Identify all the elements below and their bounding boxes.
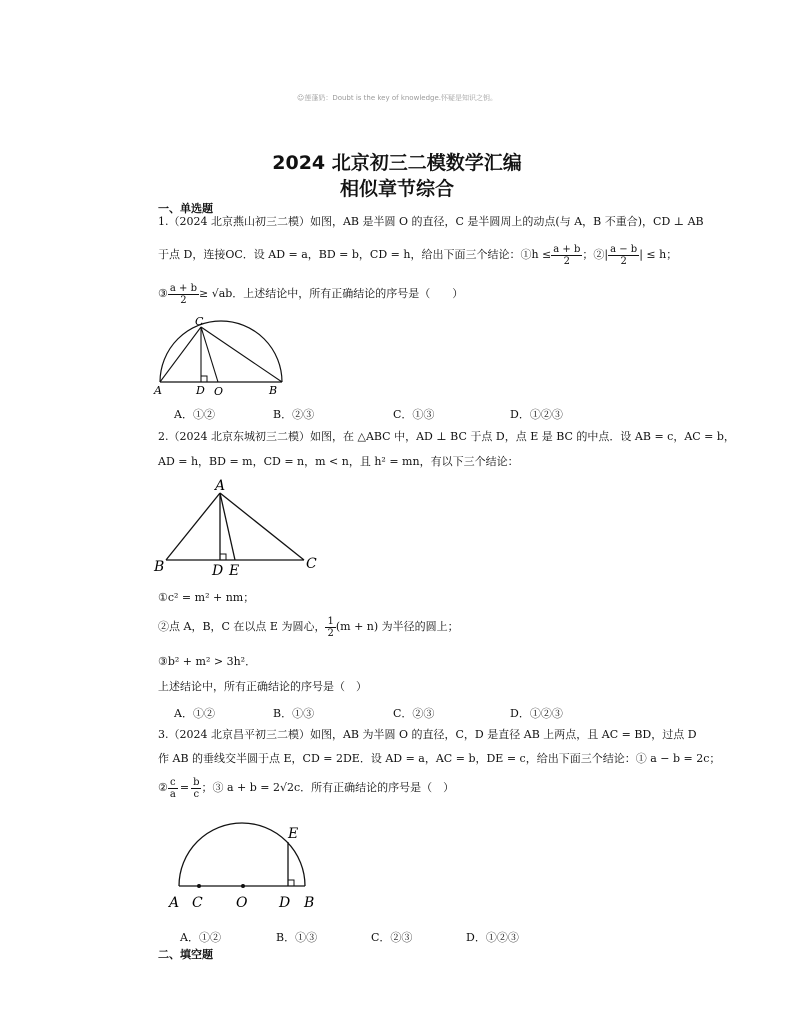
- q3-label-c: C: [192, 895, 203, 911]
- q1-frac2-denominator: 2: [620, 255, 627, 267]
- q3-label-d: D: [279, 895, 291, 911]
- q1-fraction-1: [551, 244, 582, 267]
- q3-line1: 3.（2024 北京昌平初三二模）如图，AB 为半圆 O 的直径，C，D 是直径 AB 上两点，且 AC = BD，过点 D: [158, 728, 697, 741]
- q2-option-d[interactable]: D．①②③: [510, 707, 563, 720]
- q1-label-a: A: [154, 384, 162, 397]
- q2-segment-ab: [166, 493, 220, 560]
- q3-semicircle-arc: [179, 823, 305, 886]
- q3-right-angle-mark: [288, 880, 294, 886]
- q2-option-a[interactable]: A．①②: [174, 707, 215, 720]
- q2-conclusion-3: ③b² + m² > 3h²．: [158, 655, 257, 668]
- q1-frac3-numerator: a + b: [169, 282, 197, 294]
- q1-option-c[interactable]: C．①③: [393, 408, 435, 421]
- q3-label-b: B: [304, 895, 315, 911]
- q1-option-a[interactable]: A．①②: [174, 408, 215, 421]
- q2-option-c[interactable]: C．②③: [393, 707, 435, 720]
- q2-triangle-figure: [150, 474, 330, 580]
- q1-frac2-numerator: a − b: [610, 243, 638, 255]
- q3-option-b[interactable]: B．①③: [276, 931, 318, 944]
- q3-fraction-c-over-a: [168, 777, 178, 800]
- q1-line3: [158, 279, 463, 309]
- q1-frac1-denominator: 2: [563, 255, 570, 267]
- q2-line1: 2.（2024 北京东城初三二模）如图，在 △ABC 中，AD ⊥ BC 于点 D，点 E 是 BC 的中点．设 AB = c，AC = b，: [158, 430, 735, 443]
- q1-line3-text-a: ③: [158, 287, 168, 300]
- q2-label-a: A: [215, 478, 226, 494]
- q1-label-o: O: [214, 385, 224, 398]
- q1-semicircle-arc: [160, 321, 282, 382]
- q3-option-a[interactable]: A．①②: [180, 931, 221, 944]
- q1-label-d: D: [196, 384, 205, 397]
- q3-frac1-numerator: c: [168, 777, 178, 789]
- q1-line3-text-b: ≥ √ab．上述结论中，所有正确结论的序号是（ ）: [198, 287, 464, 300]
- page-title: 2024 北京初三二模数学汇编: [272, 152, 522, 174]
- q1-fraction-3: [168, 283, 199, 306]
- q1-option-b[interactable]: B．②③: [273, 408, 315, 421]
- q3-point-c: [197, 884, 201, 888]
- q2-half-numerator: 1: [327, 615, 334, 627]
- q2-label-c: C: [306, 556, 317, 572]
- q2-label-d: D: [212, 563, 224, 579]
- q1-frac1-numerator: a + b: [553, 243, 581, 255]
- q3-equals-sign: =: [179, 781, 190, 794]
- q1-line2-text-c: | ≤ h；: [639, 248, 678, 261]
- q3-label-e: E: [288, 826, 299, 842]
- q1-label-c: C: [195, 315, 204, 328]
- q1-line2-text-b: ；②|: [582, 248, 609, 261]
- q3-option-c[interactable]: C．②③: [371, 931, 413, 944]
- q3-line3-text-a: ②: [158, 781, 168, 794]
- q2-conclusion-2-text-b: (m + n) 为半径的圆上；: [335, 620, 459, 633]
- q2-label-e: E: [229, 563, 240, 579]
- q3-label-o: O: [236, 895, 248, 911]
- q1-line2-text-a: 于点 D，连接OC．设 AD = a，BD = b，CD = h，给出下面三个结论：①h ≤: [158, 248, 552, 261]
- q3-point-o: [241, 884, 245, 888]
- q2-line2: AD = h，BD = m，CD = n，m < n，且 h² = mn，有以下三个结论：: [158, 455, 519, 468]
- q1-fraction-2: [608, 244, 639, 267]
- watermark: ☺莲蓬奶：Doubt is the key of knowledge.怀疑是知识之钥。: [297, 94, 497, 102]
- q1-frac3-denominator: 2: [180, 294, 187, 306]
- q2-conclusion-1: ①c² = m² + nm；: [158, 591, 255, 604]
- q1-right-angle-mark: [201, 376, 207, 382]
- q1-line1: 1.（2024 北京燕山初三二模）如图，AB 是半圆 O 的直径，C 是半圆周上的动点(与 A，B 不重合)，CD ⊥ AB: [158, 215, 704, 228]
- q1-label-b: B: [269, 384, 278, 397]
- page-subtitle: 相似章节综合: [339, 178, 454, 200]
- q1-segment-co: [201, 327, 218, 382]
- q3-line3: [158, 774, 454, 802]
- section-heading-fill-in: 二、填空题: [158, 948, 213, 961]
- q1-line2: [158, 240, 677, 270]
- q3-line2: 作 AB 的垂线交半圆于点 E，CD = 2DE．设 AD = a，AC = b，DE = c，给出下面三个结论：① a − b = 2c；: [158, 752, 721, 765]
- q3-line3-text-b: ；③ a + b = 2√2c．所有正确结论的序号是（ ）: [201, 781, 455, 794]
- q2-question-ask: 上述结论中，所有正确结论的序号是（ ）: [158, 680, 367, 693]
- q3-semicircle-figure: [160, 818, 330, 914]
- q1-option-d[interactable]: D．①②③: [510, 408, 563, 421]
- q2-fraction-half: [325, 616, 335, 639]
- q2-conclusion-2: [158, 612, 459, 642]
- q3-option-d[interactable]: D．①②③: [466, 931, 519, 944]
- q2-conclusion-2-text-a: ②点 A，B，C 在以点 E 为圆心，: [158, 620, 326, 633]
- section-heading-single-choice: 一、单选题: [158, 202, 213, 215]
- q3-frac2-denominator: c: [193, 788, 200, 800]
- q3-frac2-numerator: b: [193, 776, 200, 788]
- q2-option-b[interactable]: B．①③: [273, 707, 315, 720]
- q2-right-angle-mark: [220, 554, 226, 560]
- q2-half-denominator: 2: [327, 627, 334, 639]
- q1-segment-cb: [201, 327, 282, 382]
- q3-frac1-denominator: a: [169, 788, 176, 800]
- q1-semicircle-figure: [150, 312, 290, 398]
- q3-fraction-b-over-c: [191, 777, 201, 800]
- q2-label-b: B: [154, 559, 165, 575]
- q3-label-a: A: [169, 895, 180, 911]
